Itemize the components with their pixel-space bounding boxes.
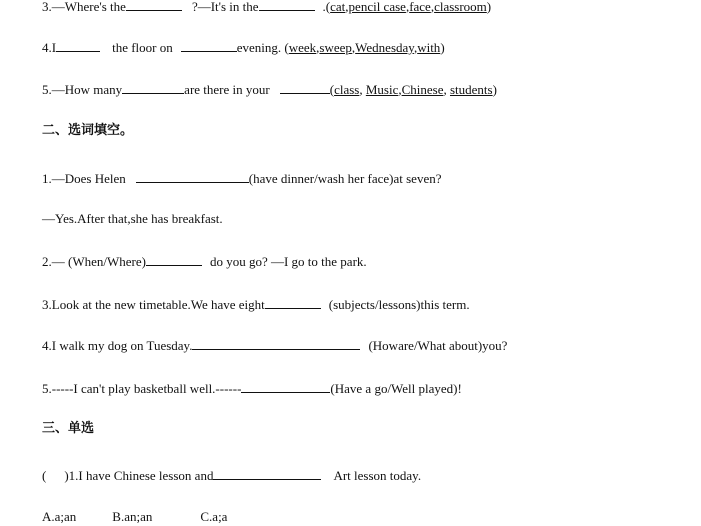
option-a[interactable]: A.a;an (42, 509, 77, 524)
fill-item-4: 4.I walk my dog on Tuesday. (Howare/What about)you? (42, 338, 508, 353)
word-option: pencil case (348, 0, 406, 14)
word-option: with (417, 40, 441, 55)
answer-blank[interactable] (192, 337, 360, 350)
word-option: face (409, 0, 431, 14)
item-5-prompt: 5.—How many (42, 82, 123, 97)
answer-blank[interactable] (241, 380, 330, 393)
fill-item-1: 1.—Does Helen (have dinner/wash her face)at seven? (42, 171, 442, 186)
fill-item-3: 3.Look at the new timetable.We have eight (subjects/lessons)this term. (42, 297, 470, 312)
word-option: Wednesday (355, 40, 414, 55)
answer-blank[interactable] (280, 81, 330, 94)
word-option: students (449, 82, 493, 97)
fill-item-2: 2.— (When/Where) do you go? —I go to the park. (42, 254, 367, 269)
word-option: Chinese (401, 82, 444, 97)
word-option: classroom (434, 0, 487, 14)
fill-item-1-answer: —Yes.After that,she has breakfast. (42, 211, 223, 226)
word-option: Music (365, 82, 399, 97)
word-option: week (288, 40, 317, 55)
answer-blank[interactable] (126, 0, 182, 11)
word-option: cat (330, 0, 346, 14)
item-3-text: ?—It's in the (191, 0, 259, 14)
option-b[interactable]: B.an;an (112, 509, 153, 524)
section-heading: 二、选词填空。 (42, 123, 134, 138)
option-c[interactable]: C.a;a (200, 509, 228, 524)
answer-blank[interactable] (136, 170, 249, 183)
item-5: 5.—How many are there in your (class, Music,Chinese, students) (42, 82, 497, 97)
choice-item-1: ( )1.I have Chinese lesson and Art lesson today. (42, 468, 422, 483)
section-heading: 三、单选 (42, 421, 95, 436)
item-4-prompt: 4.I (42, 40, 57, 55)
answer-blank[interactable] (122, 81, 184, 94)
item-3-prompt: 3.—Where's the (42, 0, 126, 14)
answer-blank[interactable] (146, 253, 202, 266)
item-4: 4.I the floor on evening. (week,sweep,Wednesday,with) (42, 40, 445, 55)
choice-options (42, 509, 227, 525)
answer-blank[interactable] (265, 296, 321, 309)
answer-blank[interactable] (56, 39, 100, 52)
answer-blank[interactable] (213, 467, 321, 480)
fill-item-5: 5.-----I can't play basketball well.------ (Have a go/Well played)! (42, 381, 462, 396)
word-option: class (334, 82, 360, 97)
word-option: sweep (319, 40, 352, 55)
item-3: 3.—Where's the ?—It's in the .(cat,pencil case,face,classroom) (42, 0, 492, 14)
answer-blank[interactable] (181, 39, 237, 52)
answer-blank[interactable] (259, 0, 315, 11)
